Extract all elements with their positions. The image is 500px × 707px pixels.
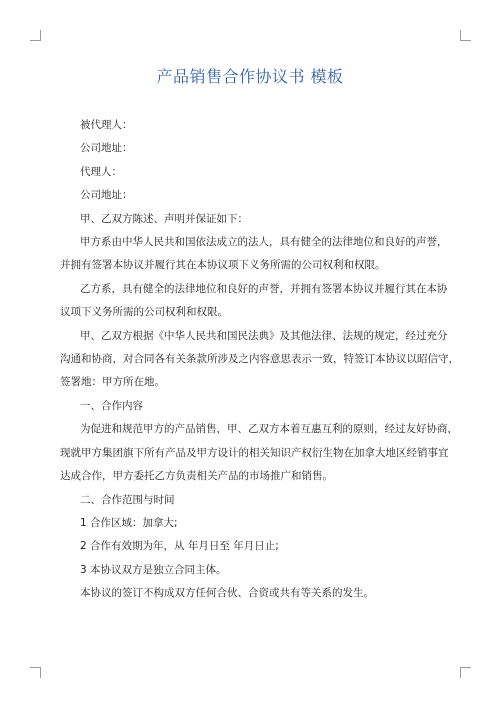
scope-item-3: 3 本协议双方是独立合同主体。 — [80, 563, 227, 576]
principal-address-label: 公司地址： — [80, 142, 133, 155]
declaration-intro: 甲、乙双方陈述、声明并保证如下： — [80, 212, 248, 225]
party-b-statement-line-2: 议项下义务所需的公司权利和权限。 — [60, 306, 228, 319]
scope-item-2: 2 合作有效期为年，从 年月日至 年月日止; — [80, 540, 279, 553]
non-partnership-clause: 本协议的签订不构成双方任何合伙、合资或共有等关系的发生。 — [80, 587, 374, 600]
document-body — [60, 114, 459, 606]
crop-mark-bottom-left — [30, 667, 41, 678]
agent-address-label: 公司地址： — [80, 189, 133, 202]
crop-mark-bottom-right — [460, 667, 471, 678]
cooperation-content-line-1: 为促进和规范甲方的产品销售，甲、乙双方本着互惠互利的原则，经过友好协商， — [80, 423, 458, 436]
legal-basis-line-1: 甲、乙双方根据《中华人民共和国民法典》及其他法律、法规的规定，经过充分 — [80, 329, 448, 342]
section-heading-scope-and-time: 二、合作范围与时间 — [80, 493, 175, 506]
cooperation-content-line-3: 达成合作，甲方委托乙方负责相关产品的市场推广和销售。 — [60, 470, 333, 483]
party-a-statement-line-1: 甲方系由中华人民共和国依法成立的法人，具有健全的法律地位和良好的声誉， — [80, 236, 448, 249]
crop-mark-top-left — [30, 30, 41, 41]
legal-basis-line-2: 沟通和协商，对合同各有关条款所涉及之内容意思表示一致，特签订本协议以昭信守， — [60, 353, 459, 366]
cooperation-content-line-2: 现就甲方集团旗下所有产品及甲方设计的相关知识产权衍生物在加拿大地区经销事宜 — [60, 446, 449, 459]
party-a-statement-line-2: 并拥有签署本协议并履行其在本协议项下义务所需的公司权利和权限。 — [60, 259, 386, 272]
principal-label: 被代理人： — [80, 119, 133, 131]
party-b-statement-line-1: 乙方系，具有健全的法律地位和良好的声誉，并拥有签署本协议并履行其在本协 — [80, 282, 448, 295]
document-title: 产品销售合作协议书 模板 — [156, 67, 344, 86]
crop-mark-top-right — [460, 30, 471, 41]
agent-label: 代理人： — [80, 165, 122, 178]
legal-basis-line-3: 签署地：甲方所在地。 — [60, 376, 165, 389]
section-heading-cooperation-content: 一、合作内容 — [80, 399, 143, 412]
scope-item-1: 1 合作区域：加拿大; — [80, 516, 178, 529]
